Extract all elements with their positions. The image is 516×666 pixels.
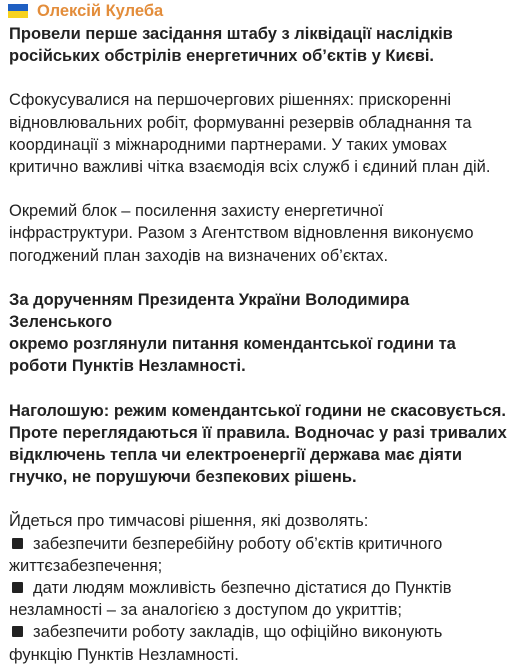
- black-square-bullet-icon: [12, 626, 23, 637]
- text-line: Окремий блок – посилення захисту енергетичної: [9, 202, 384, 221]
- paragraph-president-order: [9, 289, 509, 378]
- text-line: критично важливі чітка взаємодія всіх служб і єдиний план дій.: [9, 158, 491, 177]
- paragraph-curfew: [9, 400, 509, 489]
- text-line: Наголошую: режим комендантської години не скасовується.: [9, 401, 506, 420]
- text-line: життєзабезпечення;: [9, 556, 163, 575]
- text-line: окремо розглянули питання комендантської години та: [9, 335, 456, 354]
- list-item: забезпечити роботу закладів, що офіційно виконують: [9, 621, 509, 643]
- text-line: функцію Пунктів Незламності.: [9, 645, 239, 664]
- text-line: За дорученням Президента України Володимира Зеленського: [9, 290, 410, 332]
- author-name[interactable]: Олексій Кулеба: [37, 1, 164, 20]
- text-line: відновлювальних робіт, формуванні резервів обладнання та: [9, 113, 472, 132]
- text-line: російських обстрілів енергетичних об’єктів у Києві.: [9, 47, 435, 66]
- text-line: відключень тепла чи електроенергії держава має діяти: [9, 446, 463, 465]
- text-line: Сфокусувалися на першочергових рішеннях: прискоренні: [9, 91, 452, 110]
- text-line: роботи Пунктів Незламності.: [9, 357, 246, 376]
- black-square-bullet-icon: [12, 538, 23, 549]
- list-intro: Йдеться про тимчасові рішення, які дозволять:: [9, 512, 369, 531]
- list-item: забезпечити безперебійну роботу об’єктів критичного: [9, 533, 509, 555]
- list-section: [9, 510, 509, 665]
- list-item: дати людям можливість безпечно дістатися до Пунктів: [9, 577, 509, 599]
- paragraph-protection: [9, 200, 509, 267]
- ukraine-flag-icon: [8, 4, 28, 18]
- message-body: [9, 23, 509, 666]
- post-header: [8, 0, 163, 22]
- text-line: Проте переглядаються її правила. Водночас у разі тривалих: [9, 423, 507, 442]
- text-line: Провели перше засідання штабу з ліквідації наслідків: [9, 25, 453, 43]
- text-line: гнучко, не порушуючи безпекових рішень.: [9, 468, 357, 487]
- text-line: погоджений план заходів на визначених об’єктах.: [9, 246, 389, 265]
- post-title: [9, 23, 509, 67]
- text-line: координації з міжнародними партнерами. У таких умовах: [9, 135, 447, 154]
- text-line: інфраструктури. Разом з Агентством відновлення виконуємо: [9, 224, 474, 243]
- text-line: незламності – за аналогією з доступом до укриттів;: [9, 601, 403, 620]
- paragraph-focus: [9, 89, 509, 178]
- black-square-bullet-icon: [12, 582, 23, 593]
